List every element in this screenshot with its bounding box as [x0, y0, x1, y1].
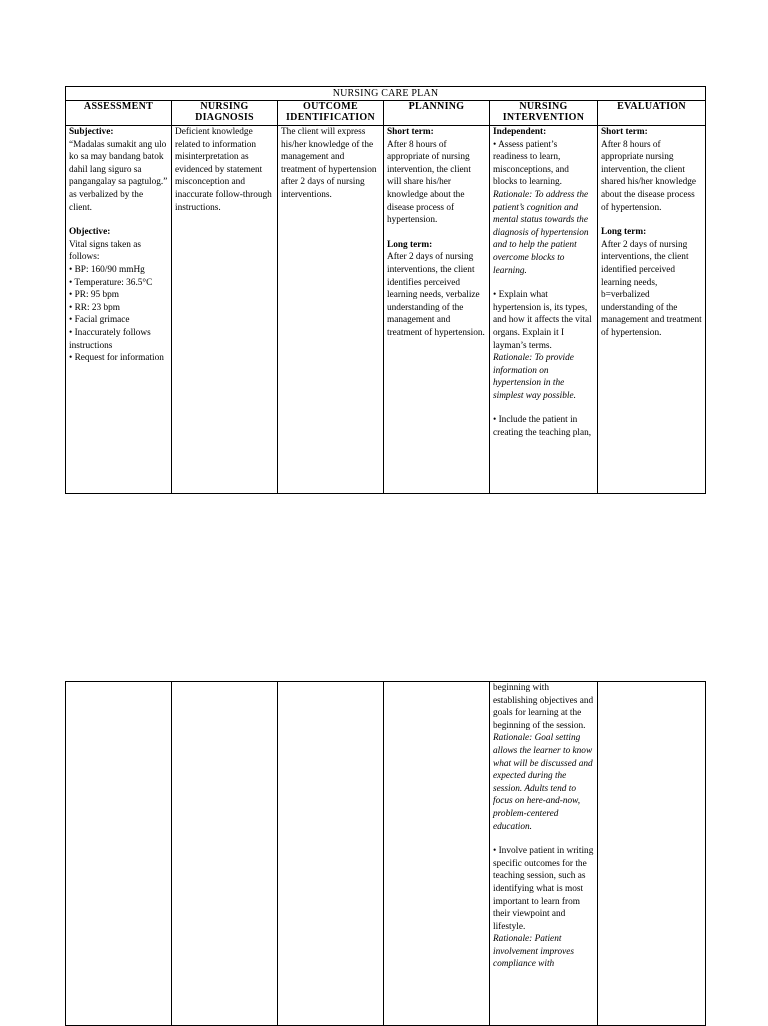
objective-item: • Inaccurately follows instructions: [69, 327, 151, 351]
intervention-cell: [490, 126, 598, 494]
objective-label: Objective:: [69, 227, 111, 238]
evaluation-short-text: After 8 hours of appropriate nursing intervention, the client shared his/her knowledge about the disease process of hypertension.: [601, 139, 697, 213]
subjective-text: “Madalas sumakit ang ulo ko sa may bandang batok dahil lang siguro sa pangangalay sa pagtulog.” as verbalized by the client.: [69, 139, 168, 213]
intervention-cell-continued: [490, 682, 598, 1026]
outcome-cell: [278, 126, 384, 494]
independent-label: Independent:: [493, 127, 547, 137]
evaluation-cell: [598, 126, 706, 494]
intervention-item-continued: beginning with establishing objectives and goals for learning at the beginning of the session.: [493, 683, 594, 731]
planning-short-label: Short term:: [387, 127, 434, 137]
planning-cell: [384, 126, 490, 494]
diagnosis-cell: [172, 126, 278, 494]
header-outcome-identification: OUTCOME IDENTIFICATION: [278, 101, 384, 126]
planning-long-text: After 2 days of nursing interventions, the client identifies perceived learning needs, verbalize understanding of the management and treatment of hypertension.: [387, 252, 485, 338]
objective-item: • Facial grimace: [69, 315, 130, 326]
objective-item: • PR: 95 bpm: [69, 290, 120, 301]
intervention-item: • Explain what hypertension is, its types, and how it affects the vital organs. Explain it I layman’s terms.: [493, 290, 592, 351]
objective-item: • Temperature: 36.5°C: [69, 277, 153, 288]
assessment-cell-continued: [66, 682, 172, 1026]
objective-item: • RR: 23 bpm: [69, 302, 121, 313]
outcome-text: The client will express his/her knowledge of the management and treatment of hypertension after 2 days of nursing interventions.: [281, 127, 377, 200]
header-assessment: ASSESSMENT: [66, 101, 172, 126]
planning-long-label: Long term:: [387, 239, 433, 250]
objective-item: • Request for information: [69, 353, 164, 364]
header-nursing-diagnosis: NURSING DIAGNOSIS: [172, 101, 278, 126]
intervention-item: • Assess patient’s readiness to learn, misconceptions, and blocks to learning.: [493, 139, 569, 188]
intervention-rationale: Rationale: Goal setting allows the learner to know what will be discussed and expected during the session. Adults tend to focus on here-and-now, problem-centered education.: [493, 733, 593, 832]
table-title: NURSING CARE PLAN: [66, 87, 706, 101]
header-evaluation: EVALUATION: [598, 101, 706, 126]
intervention-rationale: Rationale: To provide information on hypertension in the simplest way possible.: [493, 353, 576, 401]
evaluation-long-text: After 2 days of nursing interventions, the client identified perceived learning needs, b=verbalized understanding of the management and treatment of hypertension.: [601, 239, 702, 338]
diagnosis-cell-continued: [172, 682, 278, 1026]
objective-item: • BP: 160/90 mmHg: [69, 264, 145, 275]
planning-cell-continued: [384, 682, 490, 1026]
outcome-cell-continued: [278, 682, 384, 1026]
intervention-rationale: Rationale: To address the patient’s cognition and mental status towards the diagnosis of hypertension and to help the patient overcome blocks to learning.: [493, 189, 589, 276]
assessment-cell: [66, 126, 172, 494]
evaluation-long-label: Long term:: [601, 227, 647, 238]
objective-intro: Vital signs taken as follows:: [69, 239, 141, 263]
header-planning: PLANNING: [384, 101, 490, 126]
evaluation-cell-continued: [598, 682, 706, 1026]
header-nursing-intervention: NURSING INTERVENTION: [490, 101, 598, 126]
intervention-item: • Involve patient in writing specific outcomes for the teaching session, such as identifying what is most important to learn from their viewpoint and lifestyle.: [493, 846, 594, 932]
evaluation-short-label: Short term:: [601, 127, 648, 137]
care-plan-table-page-1: [65, 86, 706, 494]
planning-short-text: After 8 hours of appropriate of nursing intervention, the client will share his/her knowledge about the disease process of hypertension.: [387, 139, 471, 226]
intervention-rationale: Rationale: Patient involvement improves compliance with: [493, 934, 574, 970]
diagnosis-text: Deficient knowledge related to information misinterpretation as evidenced by statement misconception and inaccurate follow-through instructions.: [175, 127, 272, 213]
subjective-label: Subjective:: [69, 127, 114, 137]
intervention-item: • Include the patient in creating the teaching plan,: [493, 415, 592, 439]
care-plan-table-page-2: [65, 681, 706, 1026]
